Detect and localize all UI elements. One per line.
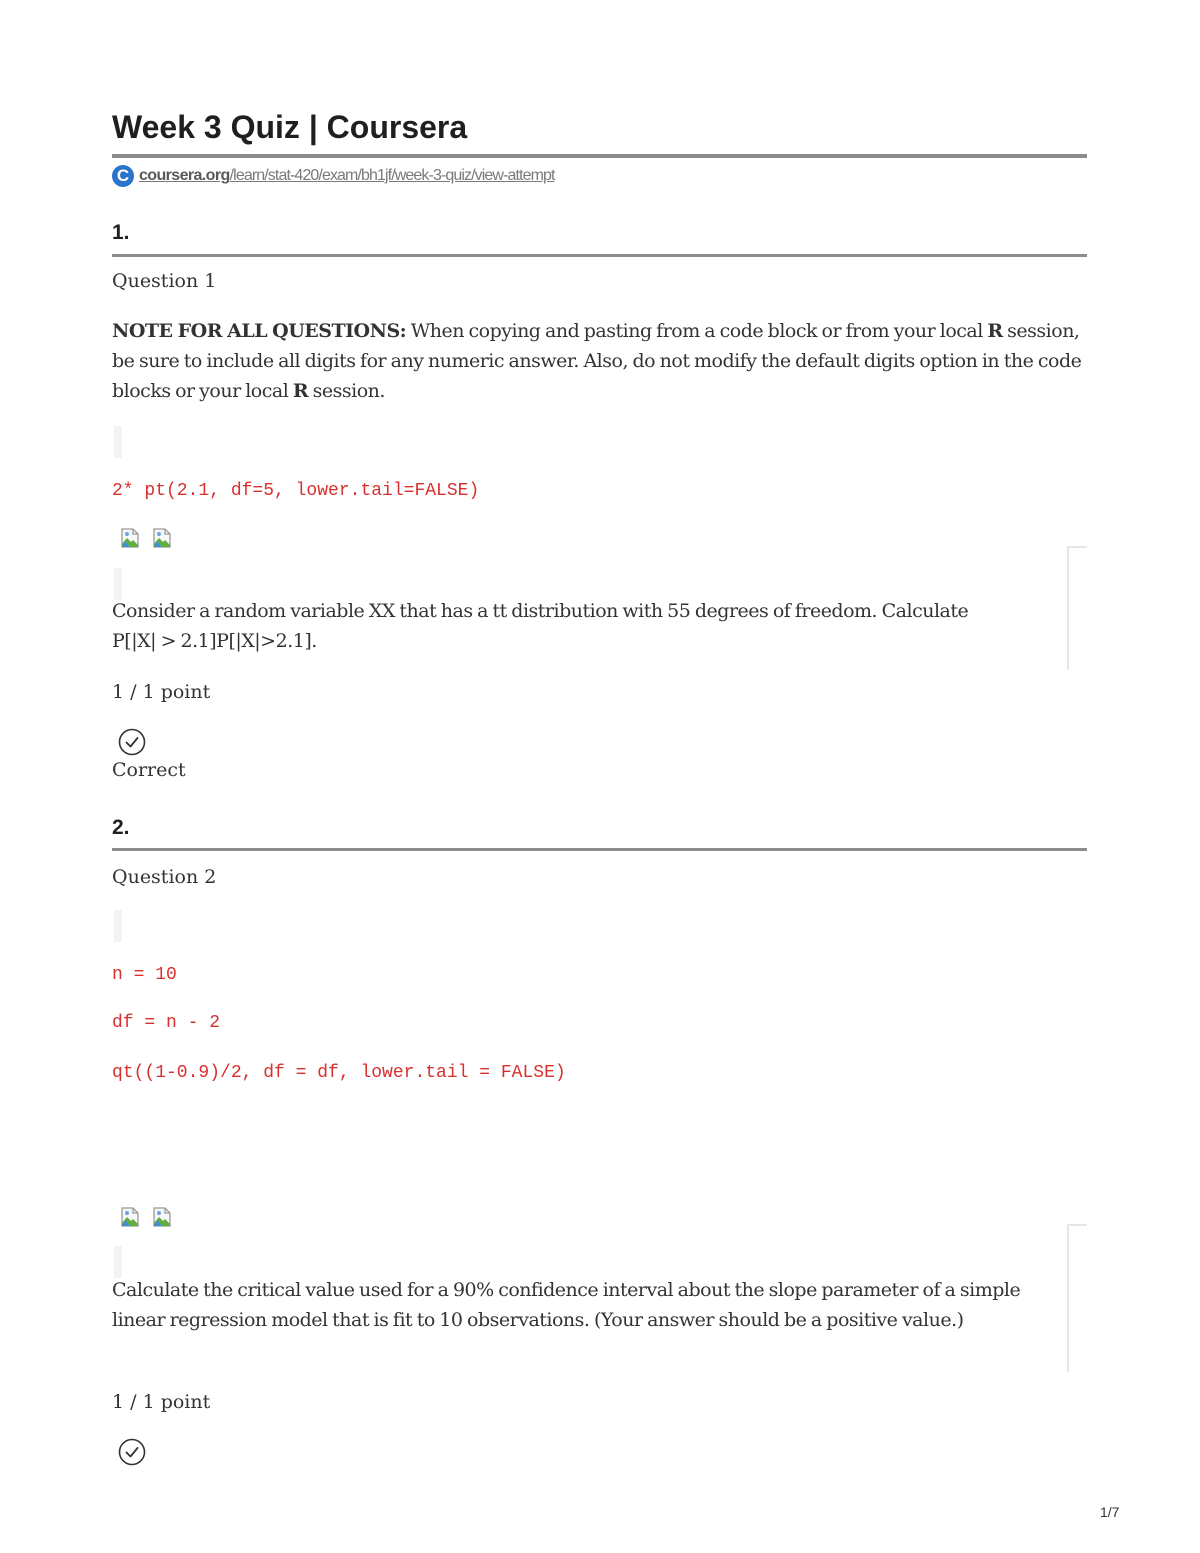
note-text-1: When copying and pasting from a code block or from your local [406, 320, 988, 342]
question-2-images [116, 1205, 180, 1231]
question-2-code-line[interactable]: n = 10 [112, 965, 177, 985]
note-text-3: session. [308, 380, 385, 402]
broken-image-icon [150, 526, 174, 550]
source-link-row [112, 163, 555, 189]
question-1-label: Question 1 [112, 270, 217, 292]
note-r-1: R [987, 320, 1003, 342]
question-1-number: 1. [112, 221, 130, 244]
question-1-prompt-line-2: P[|X| > 2.1]P[|X|>2.1]. [112, 630, 317, 652]
question-1-code-line[interactable]: 2* pt(2.1, df=5, lower.tail=FALSE) [112, 481, 480, 501]
prompt-gutter [114, 1246, 122, 1278]
broken-image-icon [118, 1205, 142, 1229]
broken-image-icon [118, 526, 142, 550]
question-2-label: Question 2 [112, 866, 217, 888]
question-1-divider [112, 254, 1087, 257]
question-1-prompt [112, 596, 1087, 656]
question-1-score: 1 / 1 point [112, 681, 211, 703]
question-2-prompt: Calculate the critical value used for a 90% confidence interval about the slope parameter of a simple linear regression model that is fit to 10 observations. (Your answer should be a positive value.) [112, 1279, 1021, 1331]
code-block-gutter [114, 910, 122, 942]
title-divider [112, 154, 1087, 158]
code-block-gutter [114, 426, 122, 458]
question-1-status: Correct [112, 759, 186, 781]
source-url-link[interactable] [139, 167, 555, 185]
question-2-divider [112, 848, 1087, 851]
broken-image-icon [150, 1205, 174, 1229]
check-circle-icon [118, 728, 146, 756]
page-number: 1/7 [1100, 1504, 1120, 1520]
source-url-domain: coursera.org [139, 167, 230, 184]
question-2-number: 2. [112, 816, 130, 839]
page-title: Week 3 Quiz | Coursera [112, 109, 468, 145]
coursera-logo-icon: C [112, 165, 134, 187]
note-r-2: R [292, 380, 309, 402]
question-2-code-line[interactable]: qt((1-0.9)/2, df = df, lower.tail = FALSE) [112, 1063, 566, 1083]
note-heading: NOTE FOR ALL QUESTIONS: [112, 320, 407, 342]
question-1-prompt-line-1: Consider a random variable XX that has a tt distribution with 55 degrees of freedom. Calculate [112, 600, 969, 622]
question-1-images [116, 526, 180, 552]
check-circle-icon [118, 1438, 146, 1466]
note-text-2: session, be sure to include all digits for any numeric answer. Also, do not modify the default digits option in the code blocks or your local [112, 320, 1082, 402]
source-url-path: /learn/stat-420/exam/bh1jf/week-3-quiz/view-attempt [229, 167, 555, 184]
answer-panel-edge [1067, 1224, 1087, 1372]
question-1-note [112, 316, 1087, 406]
question-2-code-line[interactable]: df = n - 2 [112, 1013, 221, 1033]
question-2-score: 1 / 1 point [112, 1391, 211, 1413]
